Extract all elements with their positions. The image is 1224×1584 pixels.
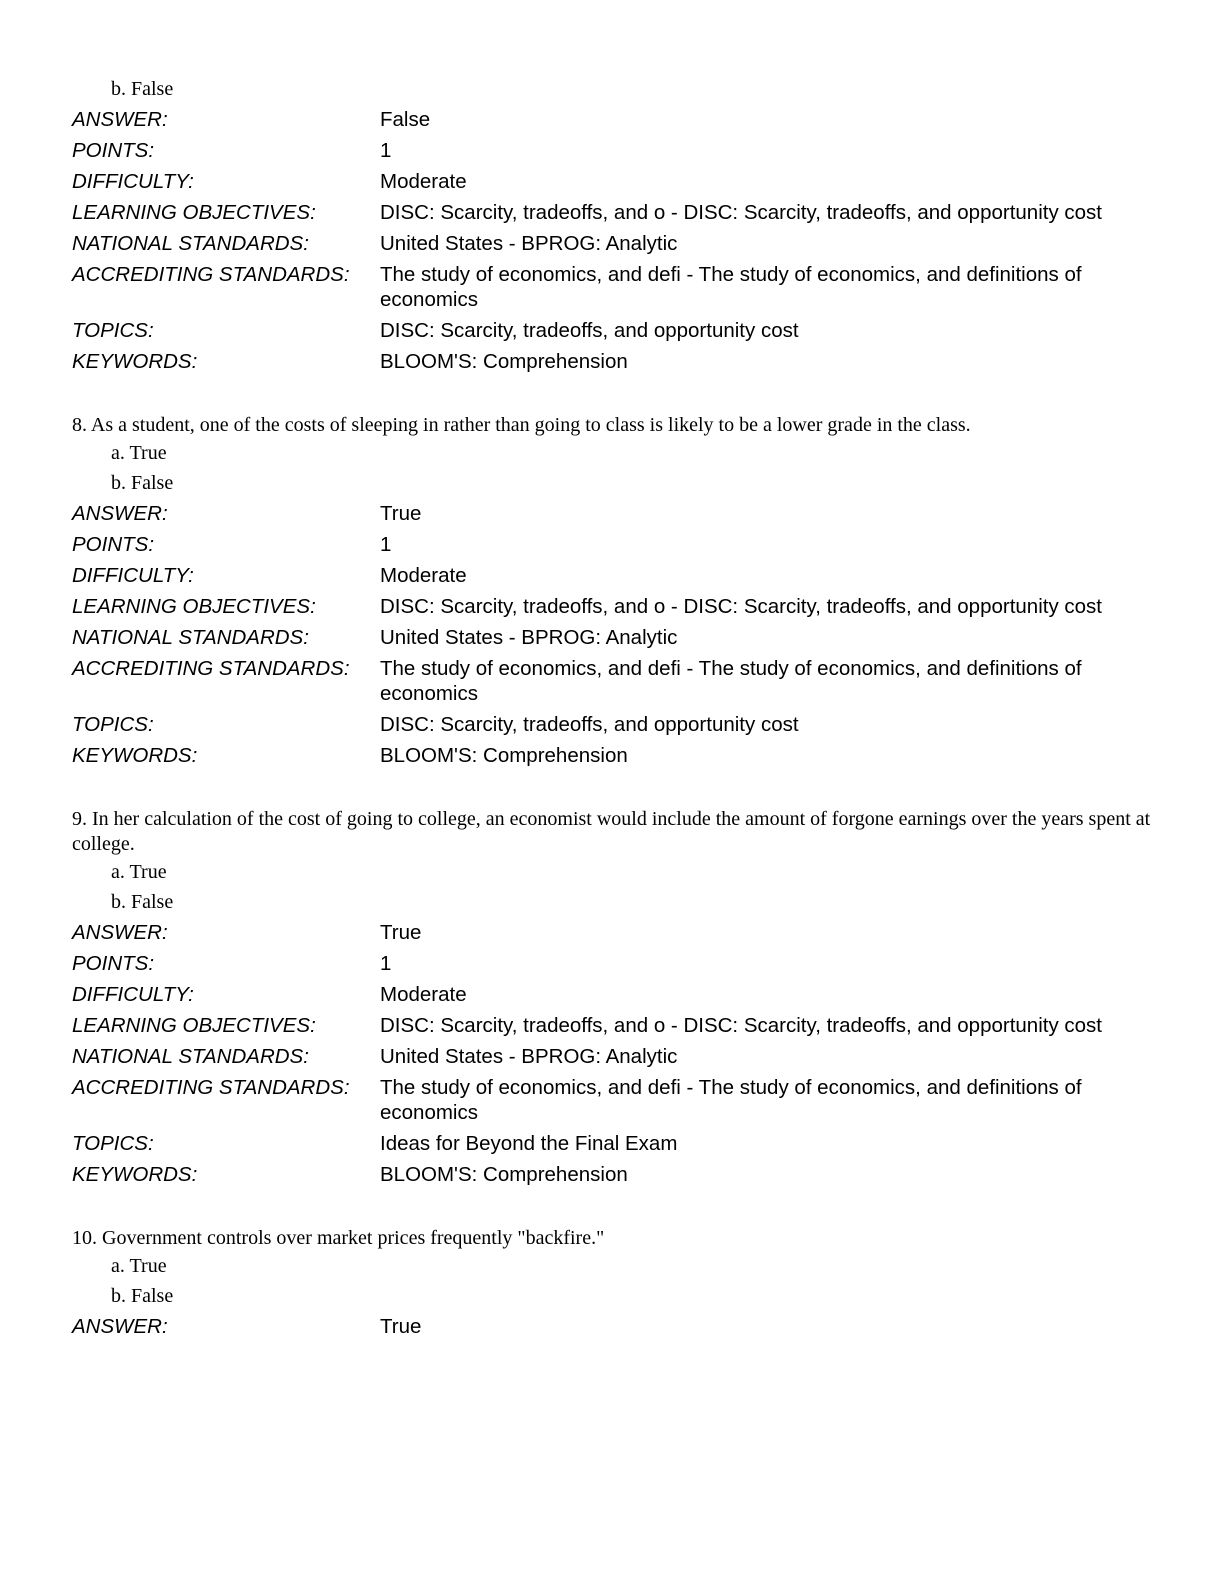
meta-points — [72, 529, 1152, 560]
option-b: b. False — [111, 891, 174, 913]
meta-value: DISC: Scarcity, tradeoffs, and o - DISC: Scarcity, tradeoffs, and opportunity cost — [380, 201, 1102, 224]
meta-label: KEYWORDS: — [72, 350, 198, 373]
meta-value: United States - BPROG: Analytic — [380, 232, 678, 255]
meta-value: Moderate — [380, 564, 467, 587]
meta-value: United States - BPROG: Analytic — [380, 626, 678, 649]
meta-learning-objectives — [72, 197, 1152, 228]
meta-label: TOPICS: — [72, 713, 154, 736]
question-8 — [72, 413, 1152, 771]
meta-national-standards — [72, 1041, 1152, 1072]
meta-label: ACCREDITING STANDARDS: — [72, 1076, 350, 1099]
meta-label: DIFFICULTY: — [72, 170, 194, 193]
meta-value: BLOOM'S: Comprehension — [380, 1163, 628, 1186]
meta-topics — [72, 1128, 1152, 1159]
meta-keywords — [72, 740, 1152, 771]
question-10 — [72, 1226, 1152, 1342]
meta-value: DISC: Scarcity, tradeoffs, and opportunity cost — [380, 319, 799, 342]
meta-value: DISC: Scarcity, tradeoffs, and o - DISC: Scarcity, tradeoffs, and opportunity cost — [380, 595, 1102, 618]
meta-label: LEARNING OBJECTIVES: — [72, 1014, 316, 1037]
meta-label: KEYWORDS: — [72, 744, 198, 767]
meta-accrediting-standards — [72, 653, 1152, 709]
meta-value: DISC: Scarcity, tradeoffs, and opportunity cost — [380, 713, 799, 736]
meta-label: ACCREDITING STANDARDS: — [72, 263, 350, 286]
meta-label: DIFFICULTY: — [72, 564, 194, 587]
meta-accrediting-standards — [72, 1072, 1152, 1128]
meta-answer — [72, 104, 1152, 135]
meta-label: ANSWER: — [72, 1315, 168, 1338]
meta-value: DISC: Scarcity, tradeoffs, and o - DISC: Scarcity, tradeoffs, and opportunity cost — [380, 1014, 1102, 1037]
question-text: 8. As a student, one of the costs of sleeping in rather than going to class is likely to be a lower grade in the class. — [72, 414, 971, 436]
meta-answer — [72, 917, 1152, 948]
meta-label: NATIONAL STANDARDS: — [72, 232, 309, 255]
meta-value: Ideas for Beyond the Final Exam — [380, 1132, 678, 1155]
meta-keywords — [72, 346, 1152, 377]
meta-value: 1 — [380, 533, 392, 556]
question-9 — [72, 807, 1152, 1190]
meta-topics — [72, 709, 1152, 740]
document-page — [72, 74, 1152, 1342]
meta-label: ACCREDITING STANDARDS: — [72, 657, 350, 680]
meta-value: 1 — [380, 139, 392, 162]
option-a: a. True — [111, 1255, 167, 1277]
question-7-continuation — [72, 74, 1152, 377]
option-a: a. True — [111, 861, 167, 883]
meta-label: DIFFICULTY: — [72, 983, 194, 1006]
meta-value: The study of economics, and defi - The study of economics, and definitions of economics — [380, 1076, 1082, 1124]
meta-points — [72, 135, 1152, 166]
option-b: b. False — [111, 1285, 174, 1307]
meta-national-standards — [72, 228, 1152, 259]
meta-difficulty — [72, 166, 1152, 197]
meta-value: Moderate — [380, 983, 467, 1006]
question-text: 10. Government controls over market prices frequently "backfire." — [72, 1227, 605, 1249]
meta-difficulty — [72, 560, 1152, 591]
meta-label: KEYWORDS: — [72, 1163, 198, 1186]
meta-label: ANSWER: — [72, 108, 168, 131]
meta-keywords — [72, 1159, 1152, 1190]
meta-label: LEARNING OBJECTIVES: — [72, 201, 316, 224]
meta-label: POINTS: — [72, 533, 155, 556]
option-a: a. True — [111, 442, 167, 464]
meta-difficulty — [72, 979, 1152, 1010]
option-b: b. False — [111, 78, 174, 100]
meta-value: 1 — [380, 952, 392, 975]
meta-label: NATIONAL STANDARDS: — [72, 626, 309, 649]
meta-label: TOPICS: — [72, 1132, 154, 1155]
meta-label: TOPICS: — [72, 319, 154, 342]
meta-value: True — [380, 502, 422, 525]
meta-accrediting-standards — [72, 259, 1152, 315]
meta-value: The study of economics, and defi - The study of economics, and definitions of economics — [380, 657, 1082, 705]
meta-label: ANSWER: — [72, 921, 168, 944]
meta-learning-objectives — [72, 1010, 1152, 1041]
meta-label: NATIONAL STANDARDS: — [72, 1045, 309, 1068]
meta-value: United States - BPROG: Analytic — [380, 1045, 678, 1068]
question-text: 9. In her calculation of the cost of going to college, an economist would include the amount of forgone earnings over the years spent at college. — [72, 808, 1151, 855]
meta-answer — [72, 1311, 1152, 1342]
meta-points — [72, 948, 1152, 979]
meta-national-standards — [72, 622, 1152, 653]
meta-label: POINTS: — [72, 952, 155, 975]
meta-value: The study of economics, and defi - The study of economics, and definitions of economics — [380, 263, 1082, 311]
meta-value: False — [380, 108, 431, 131]
meta-label: LEARNING OBJECTIVES: — [72, 595, 316, 618]
meta-label: POINTS: — [72, 139, 155, 162]
meta-value: True — [380, 1315, 422, 1338]
meta-value: BLOOM'S: Comprehension — [380, 744, 628, 767]
meta-value: Moderate — [380, 170, 467, 193]
meta-value: BLOOM'S: Comprehension — [380, 350, 628, 373]
meta-label: ANSWER: — [72, 502, 168, 525]
meta-value: True — [380, 921, 422, 944]
meta-topics — [72, 315, 1152, 346]
meta-learning-objectives — [72, 591, 1152, 622]
option-b: b. False — [111, 472, 174, 494]
meta-answer — [72, 498, 1152, 529]
